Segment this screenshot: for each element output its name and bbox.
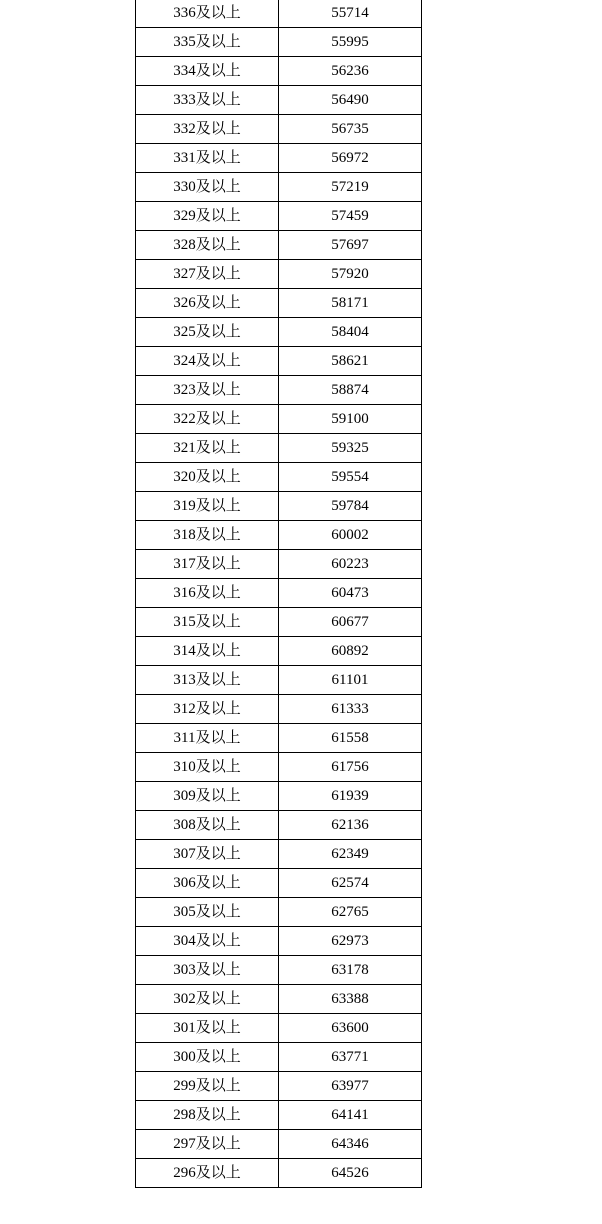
score-range-cell: 297及以上 (136, 1130, 279, 1159)
score-range-cell: 296及以上 (136, 1159, 279, 1188)
cumulative-count-cell: 64346 (279, 1130, 422, 1159)
table-row (136, 347, 422, 376)
cumulative-count-cell: 64141 (279, 1101, 422, 1130)
score-range-cell: 303及以上 (136, 956, 279, 985)
cumulative-count-cell: 63388 (279, 985, 422, 1014)
table-row (136, 898, 422, 927)
score-range-cell: 312及以上 (136, 695, 279, 724)
score-range-cell: 308及以上 (136, 811, 279, 840)
score-range-cell: 323及以上 (136, 376, 279, 405)
cumulative-count-cell: 62136 (279, 811, 422, 840)
score-range-cell: 325及以上 (136, 318, 279, 347)
cumulative-count-cell: 63977 (279, 1072, 422, 1101)
table-row (136, 289, 422, 318)
score-range-cell: 313及以上 (136, 666, 279, 695)
cumulative-count-cell: 63600 (279, 1014, 422, 1043)
table-row (136, 0, 422, 28)
table-row (136, 57, 422, 86)
score-range-cell: 299及以上 (136, 1072, 279, 1101)
cumulative-count-cell: 63178 (279, 956, 422, 985)
cumulative-count-cell: 60223 (279, 550, 422, 579)
score-rank-table (135, 0, 422, 1188)
score-range-cell: 309及以上 (136, 782, 279, 811)
table-row (136, 318, 422, 347)
cumulative-count-cell: 59554 (279, 463, 422, 492)
table-row (136, 434, 422, 463)
table-row (136, 231, 422, 260)
table-row (136, 869, 422, 898)
table-row (136, 782, 422, 811)
cumulative-count-cell: 56972 (279, 144, 422, 173)
score-range-cell: 314及以上 (136, 637, 279, 666)
score-range-cell: 329及以上 (136, 202, 279, 231)
cumulative-count-cell: 55714 (279, 0, 422, 28)
table-row (136, 666, 422, 695)
score-range-cell: 306及以上 (136, 869, 279, 898)
cumulative-count-cell: 61101 (279, 666, 422, 695)
cumulative-count-cell: 59784 (279, 492, 422, 521)
cumulative-count-cell: 58874 (279, 376, 422, 405)
score-range-cell: 317及以上 (136, 550, 279, 579)
cumulative-count-cell: 64526 (279, 1159, 422, 1188)
score-range-cell: 327及以上 (136, 260, 279, 289)
cumulative-count-cell: 59325 (279, 434, 422, 463)
cumulative-count-cell: 56735 (279, 115, 422, 144)
table-row (136, 492, 422, 521)
table-row (136, 86, 422, 115)
cumulative-count-cell: 55995 (279, 28, 422, 57)
score-range-cell: 302及以上 (136, 985, 279, 1014)
cumulative-count-cell: 57219 (279, 173, 422, 202)
cumulative-count-cell: 61939 (279, 782, 422, 811)
table-body (136, 0, 422, 1188)
cumulative-count-cell: 58404 (279, 318, 422, 347)
table-row (136, 1101, 422, 1130)
cumulative-count-cell: 62574 (279, 869, 422, 898)
table-row (136, 28, 422, 57)
score-range-cell: 310及以上 (136, 753, 279, 782)
table-row (136, 724, 422, 753)
cumulative-count-cell: 62765 (279, 898, 422, 927)
score-range-cell: 301及以上 (136, 1014, 279, 1043)
score-range-cell: 316及以上 (136, 579, 279, 608)
score-range-cell: 318及以上 (136, 521, 279, 550)
score-range-cell: 330及以上 (136, 173, 279, 202)
table-row (136, 840, 422, 869)
table-row (136, 463, 422, 492)
table-row (136, 115, 422, 144)
score-range-cell: 328及以上 (136, 231, 279, 260)
score-range-cell: 315及以上 (136, 608, 279, 637)
cumulative-count-cell: 58171 (279, 289, 422, 318)
cumulative-count-cell: 63771 (279, 1043, 422, 1072)
table-row (136, 695, 422, 724)
cumulative-count-cell: 61333 (279, 695, 422, 724)
table-row (136, 260, 422, 289)
cumulative-count-cell: 60473 (279, 579, 422, 608)
table-row (136, 985, 422, 1014)
cumulative-count-cell: 60002 (279, 521, 422, 550)
table-row (136, 1130, 422, 1159)
score-range-cell: 320及以上 (136, 463, 279, 492)
score-range-cell: 298及以上 (136, 1101, 279, 1130)
table-row (136, 927, 422, 956)
cumulative-count-cell: 60892 (279, 637, 422, 666)
table-row (136, 579, 422, 608)
cumulative-count-cell: 62973 (279, 927, 422, 956)
score-range-cell: 335及以上 (136, 28, 279, 57)
table-row (136, 144, 422, 173)
table-row (136, 550, 422, 579)
table-row (136, 376, 422, 405)
cumulative-count-cell: 61558 (279, 724, 422, 753)
score-range-cell: 326及以上 (136, 289, 279, 318)
score-range-cell: 324及以上 (136, 347, 279, 376)
table-row (136, 637, 422, 666)
score-range-cell: 311及以上 (136, 724, 279, 753)
cumulative-count-cell: 58621 (279, 347, 422, 376)
score-range-cell: 331及以上 (136, 144, 279, 173)
score-range-cell: 321及以上 (136, 434, 279, 463)
cumulative-count-cell: 57697 (279, 231, 422, 260)
score-range-cell: 319及以上 (136, 492, 279, 521)
cumulative-count-cell: 57459 (279, 202, 422, 231)
table-row (136, 405, 422, 434)
cumulative-count-cell: 62349 (279, 840, 422, 869)
score-range-cell: 300及以上 (136, 1043, 279, 1072)
table-row (136, 753, 422, 782)
table-row (136, 811, 422, 840)
score-range-cell: 304及以上 (136, 927, 279, 956)
table-row (136, 521, 422, 550)
cumulative-count-cell: 56236 (279, 57, 422, 86)
cumulative-count-cell: 60677 (279, 608, 422, 637)
cumulative-count-cell: 59100 (279, 405, 422, 434)
table-row (136, 956, 422, 985)
cumulative-count-cell: 56490 (279, 86, 422, 115)
score-range-cell: 333及以上 (136, 86, 279, 115)
score-range-cell: 305及以上 (136, 898, 279, 927)
table-row (136, 1072, 422, 1101)
table-row (136, 1014, 422, 1043)
table-row (136, 202, 422, 231)
cumulative-count-cell: 61756 (279, 753, 422, 782)
table-row (136, 1043, 422, 1072)
score-range-cell: 307及以上 (136, 840, 279, 869)
score-range-cell: 332及以上 (136, 115, 279, 144)
score-range-cell: 322及以上 (136, 405, 279, 434)
score-range-cell: 334及以上 (136, 57, 279, 86)
table-row (136, 1159, 422, 1188)
cumulative-count-cell: 57920 (279, 260, 422, 289)
table-row (136, 173, 422, 202)
score-range-cell: 336及以上 (136, 0, 279, 28)
table-row (136, 608, 422, 637)
